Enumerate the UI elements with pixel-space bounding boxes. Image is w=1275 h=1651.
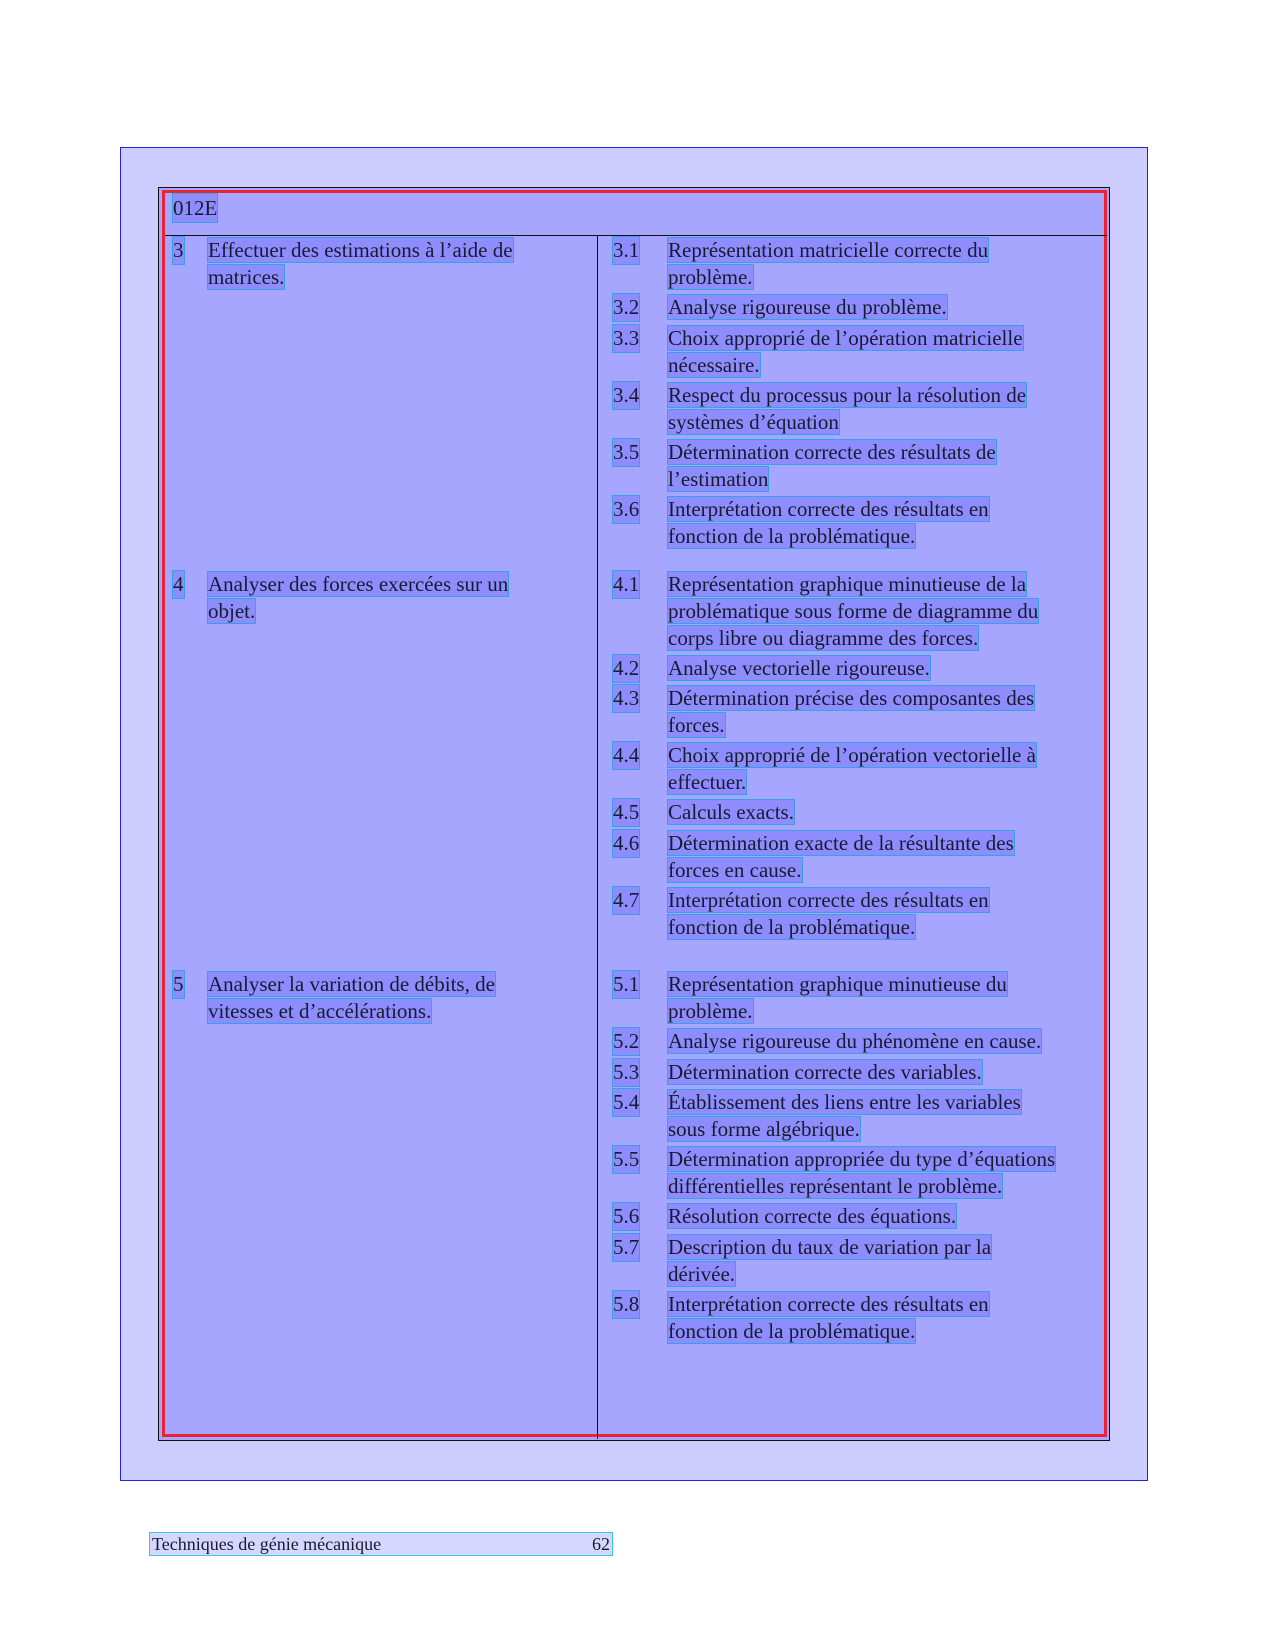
criterion-text (668, 1203, 1098, 1230)
criterion-line: différentielles représentant le problème. (668, 1174, 1003, 1198)
criterion-line: Détermination correcte des résultats de (668, 439, 996, 464)
criterion-line: dérivée. (668, 1261, 736, 1286)
competency-line: matrices. (208, 265, 285, 289)
criterion-number: 4.6 (613, 830, 640, 855)
criterion-line: Détermination appropriée du type d’équations (668, 1147, 1056, 1171)
criterion-text (668, 237, 1098, 291)
criterion-number: 3.5 (613, 439, 640, 464)
criterion-text (668, 830, 1098, 884)
criterion-line: l’estimation (668, 466, 769, 491)
criterion-line: Détermination exacte de la résultante des (668, 830, 1014, 855)
criterion-line: Détermination précise des composantes des (668, 686, 1035, 710)
criterion-text (668, 496, 1098, 550)
criterion-line: Représentation graphique minutieuse du (668, 972, 1007, 996)
criterion-text (668, 1089, 1098, 1143)
competency-statement (208, 571, 593, 625)
criterion-line: nécessaire. (668, 352, 760, 377)
criterion-line: Choix approprié de l’opération matricielle (668, 325, 1023, 350)
criterion-number: 3.6 (613, 496, 640, 521)
criterion-number: 4.2 (613, 655, 640, 680)
competency-statement (208, 237, 593, 291)
criterion-number: 4.1 (613, 572, 640, 596)
criterion-number: 4.5 (613, 800, 640, 824)
competency-line: vitesses et d’accélérations. (208, 999, 432, 1023)
competency-number: 5 (173, 972, 184, 996)
criterion-line: Respect du processus pour la résolution de (668, 382, 1027, 407)
page-number: 62 (592, 1534, 610, 1554)
criterion-line: forces en cause. (668, 857, 802, 882)
column-divider (597, 235, 598, 1439)
criterion-text (668, 294, 1098, 321)
criterion-line: Analyse rigoureuse du problème. (668, 295, 947, 319)
criterion-text (668, 799, 1098, 826)
criterion-line: Établissement des liens entre les variables (668, 1090, 1021, 1114)
criterion-line: Interprétation correcte des résultats en (668, 1291, 989, 1316)
criterion-number: 3.3 (613, 325, 640, 350)
criterion-line: Représentation matricielle correcte du (668, 238, 989, 262)
competency-line: Analyser des forces exercées sur un (208, 572, 509, 596)
criterion-line: fonction de la problématique. (668, 914, 916, 939)
criterion-line: fonction de la problématique. (668, 523, 916, 548)
criterion-line: systèmes d’équation (668, 409, 839, 434)
competency-number: 4 (173, 572, 184, 596)
criterion-number: 5.4 (613, 1090, 640, 1114)
header-divider (165, 235, 1107, 236)
criterion-line: Calculs exacts. (668, 800, 794, 824)
criterion-line: Interprétation correcte des résultats en (668, 496, 989, 521)
criterion-text (668, 685, 1098, 739)
criterion-text (668, 742, 1098, 796)
competency-statement (208, 971, 593, 1025)
criterion-line: corps libre ou diagramme des forces. (668, 626, 979, 650)
criterion-line: problème. (668, 999, 753, 1023)
page-footer (150, 1533, 612, 1555)
criterion-line: fonction de la problématique. (668, 1318, 916, 1343)
criterion-text (668, 1234, 1098, 1288)
criterion-number: 5.2 (613, 1029, 640, 1053)
criterion-line: effectuer. (668, 770, 747, 794)
competency-line: Analyser la variation de débits, de (208, 972, 495, 996)
criterion-number: 5.8 (613, 1291, 640, 1316)
criterion-line: Analyse vectorielle rigoureuse. (668, 655, 930, 680)
criterion-text (668, 325, 1098, 379)
competency-line: objet. (208, 599, 256, 623)
criterion-number: 5.7 (613, 1234, 640, 1259)
criterion-number: 4.3 (613, 686, 640, 710)
criterion-text (668, 655, 1098, 682)
criterion-text (668, 439, 1098, 493)
criterion-line: Analyse rigoureuse du phénomène en cause. (668, 1029, 1042, 1053)
criterion-line: problématique sous forme de diagramme du (668, 599, 1039, 623)
criterion-line: problème. (668, 265, 753, 289)
criterion-line: Résolution correcte des équations. (668, 1204, 957, 1228)
criterion-text (668, 1291, 1098, 1345)
criterion-text (668, 971, 1098, 1025)
criterion-text (668, 1146, 1098, 1200)
criterion-number: 5.6 (613, 1204, 640, 1228)
criterion-text (668, 1028, 1098, 1055)
competency-number: 3 (173, 238, 184, 262)
competency-code: 012E (173, 196, 218, 220)
competency-line: Effectuer des estimations à l’aide de (208, 238, 513, 262)
criterion-number: 5.3 (613, 1059, 640, 1084)
criterion-number: 5.5 (613, 1147, 640, 1171)
criterion-number: 3.2 (613, 295, 640, 319)
criterion-number: 3.4 (613, 382, 640, 407)
criterion-number: 3.1 (613, 238, 640, 262)
criterion-text (668, 571, 1098, 652)
criterion-line: sous forme algébrique. (668, 1117, 860, 1141)
footer-title: Techniques de génie mécanique (152, 1534, 382, 1554)
criterion-number: 4.7 (613, 887, 640, 912)
criterion-line: Description du taux de variation par la (668, 1234, 992, 1259)
criterion-line: forces. (668, 713, 725, 737)
criterion-number: 4.4 (613, 743, 640, 767)
criterion-text (668, 382, 1098, 436)
criterion-line: Détermination correcte des variables. (668, 1059, 982, 1084)
criterion-number: 5.1 (613, 972, 640, 996)
criterion-line: Représentation graphique minutieuse de la (668, 572, 1027, 596)
criterion-line: Choix approprié de l’opération vectorielle à (668, 743, 1036, 767)
criterion-text (668, 1059, 1098, 1086)
criterion-line: Interprétation correcte des résultats en (668, 887, 989, 912)
criterion-text (668, 887, 1098, 941)
